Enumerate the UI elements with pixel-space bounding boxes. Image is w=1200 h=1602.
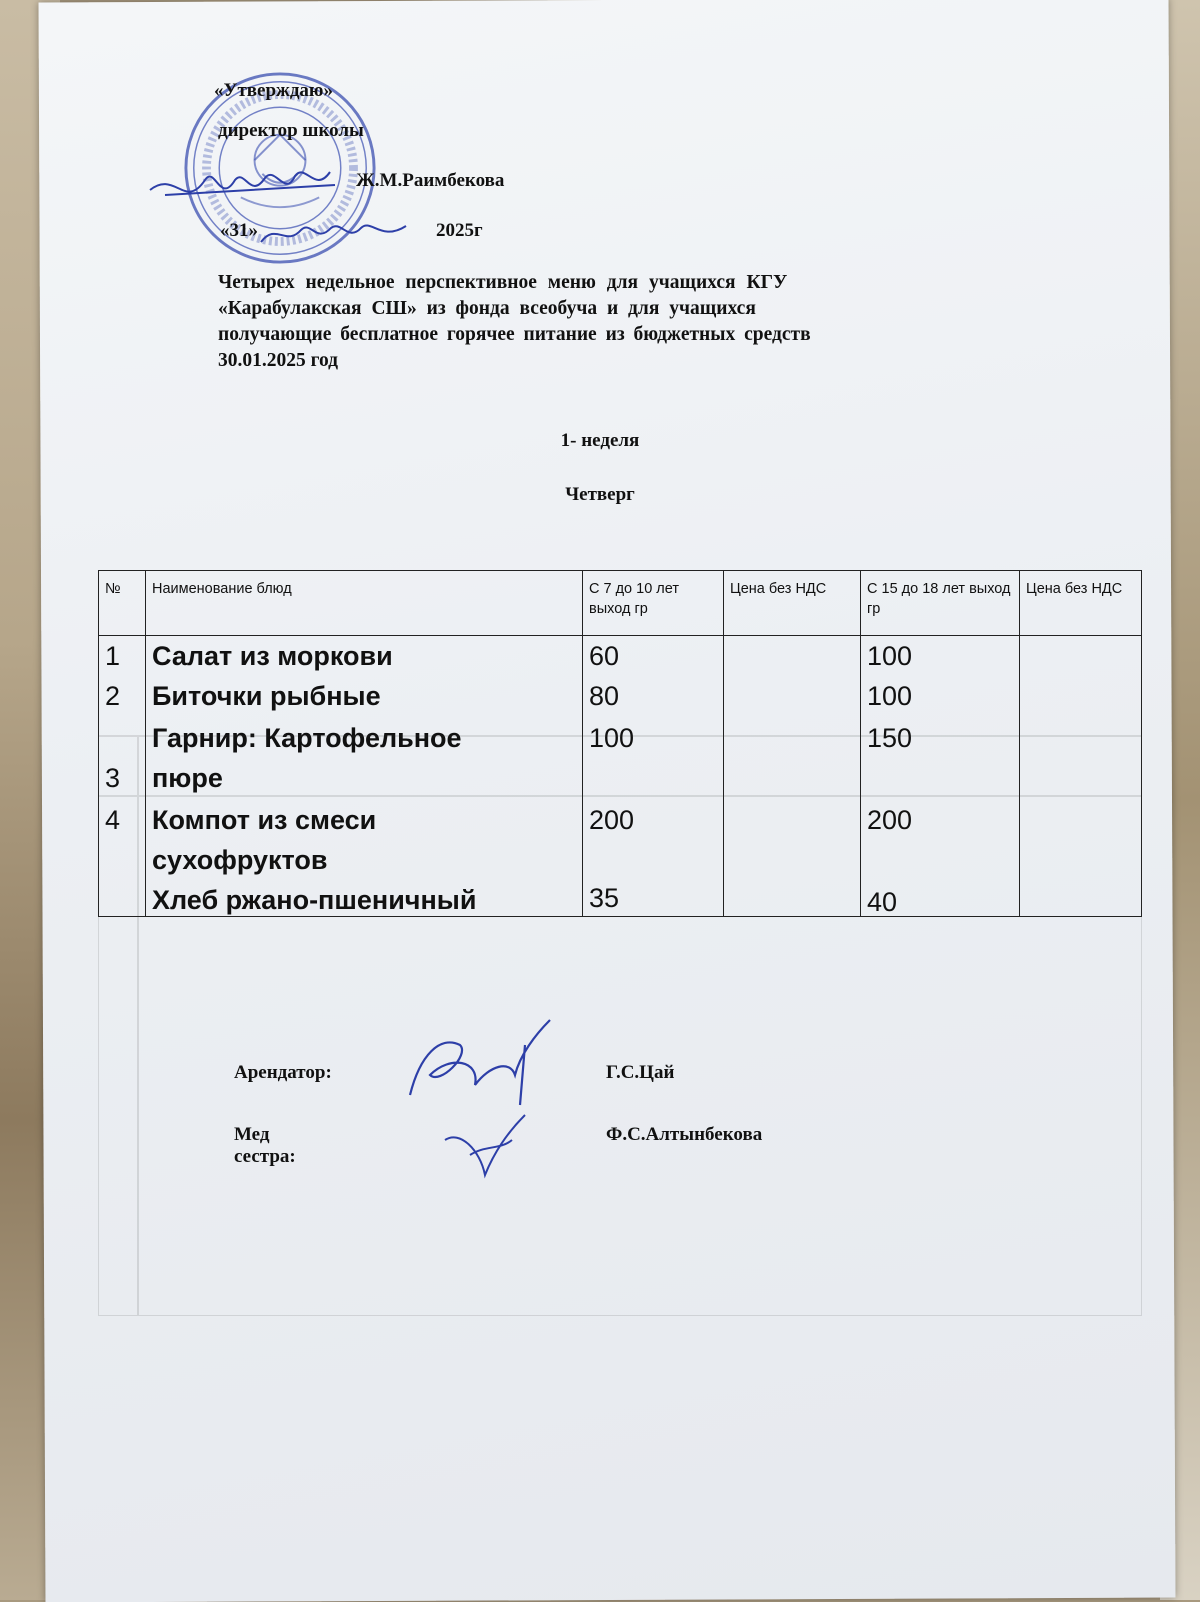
header-price-2: Цена без НДС <box>1020 571 1142 636</box>
row-number: 3 <box>105 763 121 793</box>
weight-value: 60 <box>589 641 620 671</box>
weight-value: 200 <box>867 805 913 835</box>
nurse-signature-icon <box>440 1110 540 1180</box>
header-weight-7-10: С 7 до 10 лет выход гр <box>583 571 724 636</box>
document-heading <box>218 270 1018 374</box>
weight-value: 100 <box>867 681 913 711</box>
approval-year: 2025г <box>436 220 483 241</box>
tenant-label: Арендатор: <box>234 1062 332 1083</box>
dish-name: Компот из смеси <box>152 805 377 835</box>
weight-value: 40 <box>867 887 898 917</box>
director-signature-icon <box>145 150 355 220</box>
tenant-name: Г.С.Цай <box>606 1062 675 1083</box>
weight-value: 200 <box>589 805 635 835</box>
nurse-name: Ф.С.Алтынбекова <box>606 1124 763 1145</box>
dish-name: Салат из моркови <box>152 641 393 671</box>
approval-director-name: Ж.М.Раимбекова <box>356 170 505 191</box>
dish-name: Гарнир: Картофельное <box>152 723 462 753</box>
header-weight-15-18: С 15 до 18 лет выход гр <box>861 571 1020 636</box>
header-dish-name: Наименование блюд <box>146 571 583 636</box>
nurse-label: Мед сестра: <box>234 1124 296 1167</box>
heading-line-1: Четырех недельное перспективное меню для учащихся КГУ <box>218 272 788 293</box>
dish-name: пюре <box>152 763 223 793</box>
weight-value: 100 <box>867 641 913 671</box>
weight-value: 150 <box>867 723 913 753</box>
dish-name: сухофруктов <box>152 845 328 875</box>
weight-value: 80 <box>589 681 620 711</box>
row-number: 1 <box>105 641 121 671</box>
header-no: № <box>99 571 146 636</box>
dish-name: Хлеб ржано-пшеничный <box>152 885 477 915</box>
heading-line-2: «Карабулакская СШ» из фонда всеобуча и для учащихся <box>218 298 756 319</box>
weight-value: 100 <box>589 723 635 753</box>
tenant-signature-icon <box>400 1015 560 1110</box>
row-number: 4 <box>105 805 121 835</box>
heading-line-4: 30.01.2025 год <box>218 350 339 371</box>
approval-date: «31» <box>220 220 258 241</box>
approval-role: директор школы <box>218 120 364 141</box>
week-label: 1- неделя <box>560 430 640 451</box>
approval-title: «Утверждаю» <box>214 80 333 101</box>
row-number: 2 <box>105 681 121 711</box>
dish-name: Биточки рыбные <box>152 681 381 711</box>
weight-value: 35 <box>589 883 620 913</box>
show-through-table-icon <box>98 716 1142 1316</box>
header-price-1: Цена без НДС <box>724 571 861 636</box>
date-handwriting-icon <box>256 212 416 252</box>
day-label: Четверг <box>565 484 635 505</box>
table-header-row <box>99 571 1142 636</box>
heading-line-3: получающие бесплатное горячее питание из бюджетных средств <box>218 324 811 345</box>
